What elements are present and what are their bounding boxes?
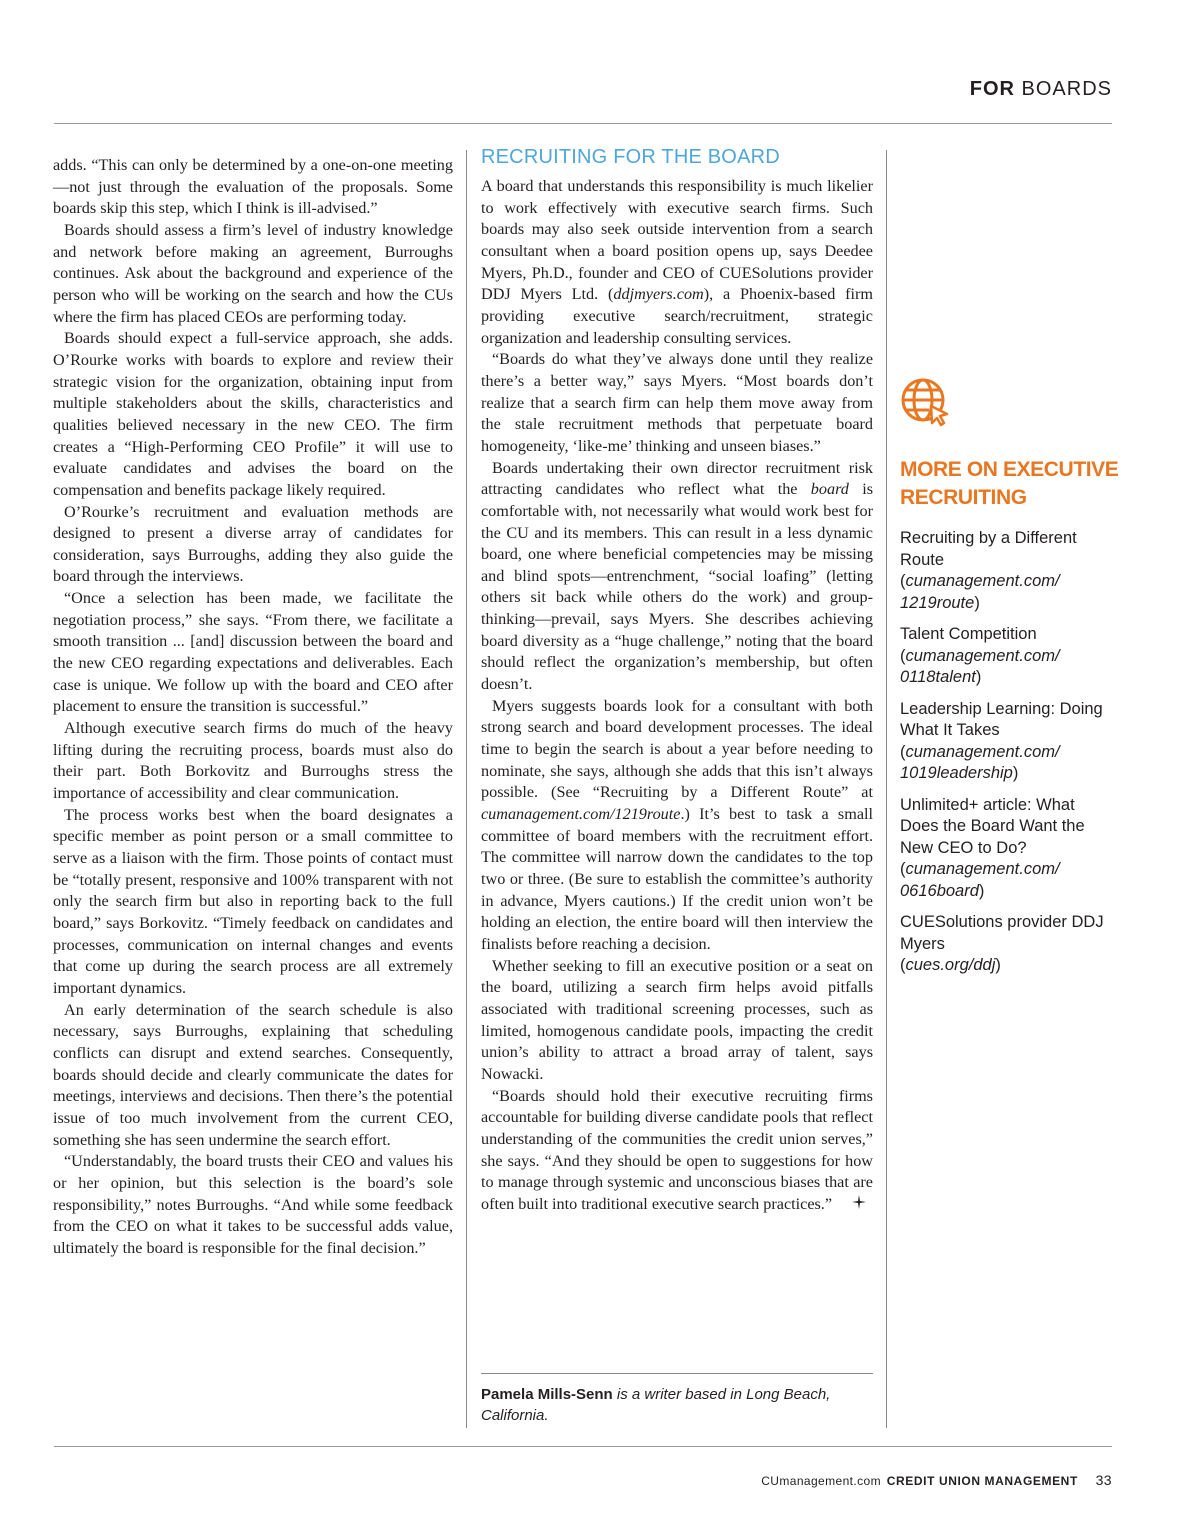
text: Myers suggests boards look for a consultant with both strong search and board development processes. The ideal time to begin the search is about a year before needing to nominate, she says, although she adds that this isn’t always possible. (See “Recruiting by a Different Route” at	[481, 696, 873, 802]
link-text: Leadership Learning: Doing What It Takes	[900, 699, 1103, 739]
link-text: Recruiting by a Different Route	[900, 529, 1077, 569]
paragraph	[481, 176, 873, 349]
link-text: CUESolutions provider DDJ Myers	[900, 913, 1104, 953]
byline-rule	[481, 1373, 873, 1374]
sidebar-link[interactable]: Talent Competition (cumanagement.com/ 0118talent)	[900, 625, 1060, 686]
paragraph	[481, 1086, 873, 1217]
inline-link[interactable]: cumanagement.com/1219route	[481, 805, 681, 824]
inline-link[interactable]: ddjmyers.com	[613, 285, 704, 304]
page-number: 33	[1095, 1472, 1112, 1488]
sidebar-link[interactable]: Unlimited+ article: What Does the Board Want the New CEO to Do? (cumanagement.com/ 0616board)	[900, 795, 1085, 900]
article-column-1	[53, 155, 453, 1259]
end-mark-icon	[840, 1194, 867, 1217]
text: .) It’s best to task a small committee of board members with the recruitment effort. The committee will narrow down the candidates to the top two or three. (Be sure to establish the committee’s authority in advance, Myers cautions.) If the credit union won’t be holding an election, the entire board will then interview the finalists before reaching a decision.	[481, 805, 873, 953]
paragraph: “Boards do what they’ve always done until they realize there’s a better way,” says Myers. “Most boards don’t realize that a search firm can help them move away from the stale recruitment methods that perpetuate board homogeneity, ‘like-me’ thinking and unseen biases.”	[481, 350, 873, 455]
paragraph: Whether seeking to fill an executive position or a seat on the board, utilizing a search firm helps avoid pitfalls associated with traditional screening processes, such as limited, homogenous candidate pools, impacting the credit union’s ability to attract a broad array of talent, says Nowacki.	[481, 956, 873, 1083]
text: “Boards should hold their executive recruiting firms accountable for building diverse candidate pools that reflect understanding of the communities the credit union serves,” she says. “And they should be open to suggestions for how to manage through systemic and unconscious biases that are often built into traditional executive search practices.”	[481, 1086, 873, 1213]
text: ), a Phoenix-based firm providing executive search/recruitment, strategic organization and leadership consulting services.	[481, 285, 873, 347]
paragraph: Boards should assess a firm’s level of industry knowledge and network before making an agreement, Burroughs continues. Ask about the background and experience of the person who will be working on the search and how the CUs where the firm has placed CEOs are performing today.	[53, 220, 453, 326]
bottom-rule	[54, 1446, 1112, 1447]
link-text: Unlimited+ article: What Does the Board Want the New CEO to Do?	[900, 795, 1085, 857]
paragraph: adds. “This can only be determined by a one-on-one meeting—not just through the evaluation of the proposals. Some boards skip this step, which I think is ill-advised.”	[53, 156, 453, 218]
text: Boards undertaking their own director recruitment risk attracting candidates who reflect what the	[481, 458, 873, 499]
article-column-2	[481, 176, 873, 1217]
globe-cursor-icon	[899, 376, 951, 428]
paragraph	[481, 696, 873, 956]
link-text: Talent Competition	[900, 625, 1037, 643]
sidebar-title: MORE ON EXECUTIVE RECRUITING	[900, 458, 1119, 509]
paragraph: “Understandably, the board trusts their CEO and values his or her opinion, but this selection is the board’s sole responsibility,” notes Burroughs. “And while some feedback from the CEO on what it takes to be successful adds value, ultimately the board is responsible for the final decision.”	[53, 1152, 453, 1257]
link-url[interactable]: cumanagement.com/ 1019leadership	[900, 742, 1060, 782]
link-url[interactable]: cumanagement.com/ 0616board	[900, 860, 1060, 900]
sidebar-divider	[886, 150, 887, 1428]
section-header	[970, 78, 1112, 101]
paragraph	[481, 458, 873, 696]
sidebar-link[interactable]: Recruiting by a Different Route (cumanagement.com/ 1219route)	[900, 529, 1077, 612]
page-footer	[761, 1472, 1112, 1488]
section-header-bold: FOR	[969, 78, 1015, 100]
link-url[interactable]: cues.org/ddj	[905, 956, 996, 974]
sidebar-links	[900, 528, 1115, 987]
paragraph: O’Rourke’s recruitment and evaluation methods are designed to present a diverse array of candidates for consideration, says Burroughs, adding they also guide the board through the interviews.	[53, 502, 453, 586]
sidebar-link[interactable]: CUESolutions provider DDJ Myers (cues.org/ddj)	[900, 913, 1104, 974]
paragraph: “Once a selection has been made, we facilitate the negotiation process,” she says. “From there, we facilitate a smooth transition ... [and] discussion between the board and the new CEO regarding expectations and deliverables. Each case is unique. We follow up with the board and CEO after placement to ensure the transition is successful.”	[53, 589, 453, 716]
author-byline	[481, 1384, 873, 1426]
footer-publication: CREDIT UNION MANAGEMENT	[886, 1474, 1078, 1488]
link-url[interactable]: cumanagement.com/ 1219route	[900, 572, 1060, 612]
paragraph: Boards should expect a full-service approach, she adds. O’Rourke works with boards to explore and review their strategic vision for the organization, obtaining input from multiple stakeholders about the skills, characteristics and qualities believed necessary in the new CEO. The firm creates a “High-Performing CEO Profile” it will use to evaluate candidates and advises the board on the compensation and benefits package likely required.	[53, 329, 453, 499]
top-rule	[54, 123, 1112, 124]
paragraph: An early determination of the search schedule is also necessary, says Burroughs, explaining that scheduling conflicts can disrupt and extend searches. Consequently, boards should decide and clearly communicate the dates for meetings, interviews and decisions. Then there’s the potential issue of too much involvement from the current CEO, something she has seen undermine the search effort.	[53, 1000, 453, 1149]
section-header-light: BOARDS	[1021, 78, 1112, 100]
text: is comfortable with, not necessarily what would work best for the CU and its members. This can result in a less dynamic board, one where beneficial competencies may be missing and blind spots—entrenchment, “social loafing” (letting others sit back while others do the work) and group-thinking—prevail, says Myers. She describes achieving board diversity as a “huge challenge,” noting that the board should reflect the organization’s membership, but often doesn’t.	[481, 480, 873, 694]
paragraph: The process works best when the board designates a specific member as point person or a small committee to serve as a liaison with the firm. Those points of contact must be “totally present, responsive and 100% transparent with not only the search firm but also in reporting back to the full board,” says Borkovitz. “Timely feedback on candidates and processes, communication on internal changes and events that come up during the search process are all extremely important dynamics.	[53, 805, 453, 997]
column-divider	[466, 150, 467, 1428]
link-url[interactable]: cumanagement.com/ 0118talent	[900, 646, 1060, 686]
subsection-heading: RECRUITING FOR THE BOARD	[481, 146, 780, 168]
sidebar-link[interactable]: Leadership Learning: Doing What It Takes (cumanagement.com/ 1019leadership)	[900, 699, 1103, 782]
text: A board that understands this responsibility is much likelier to work effectively with executive search firms. Such boards may also seek outside intervention from a search consultant when a board position opens up, says Deedee Myers, Ph.D., founder and CEO of CUESolutions provider DDJ Myers Ltd. (	[481, 177, 873, 304]
paragraph: Although executive search firms do much of the heavy lifting during the recruiting process, boards must also do their part. Both Borkovitz and Burroughs stress the importance of accessibility and clear communication.	[53, 719, 453, 803]
author-bio: is a writer based in Long Beach, California.	[481, 1386, 831, 1424]
emphasis: board	[810, 480, 849, 499]
footer-site: CUmanagement.com	[761, 1474, 882, 1488]
author-name: Pamela Mills-Senn	[481, 1386, 613, 1403]
